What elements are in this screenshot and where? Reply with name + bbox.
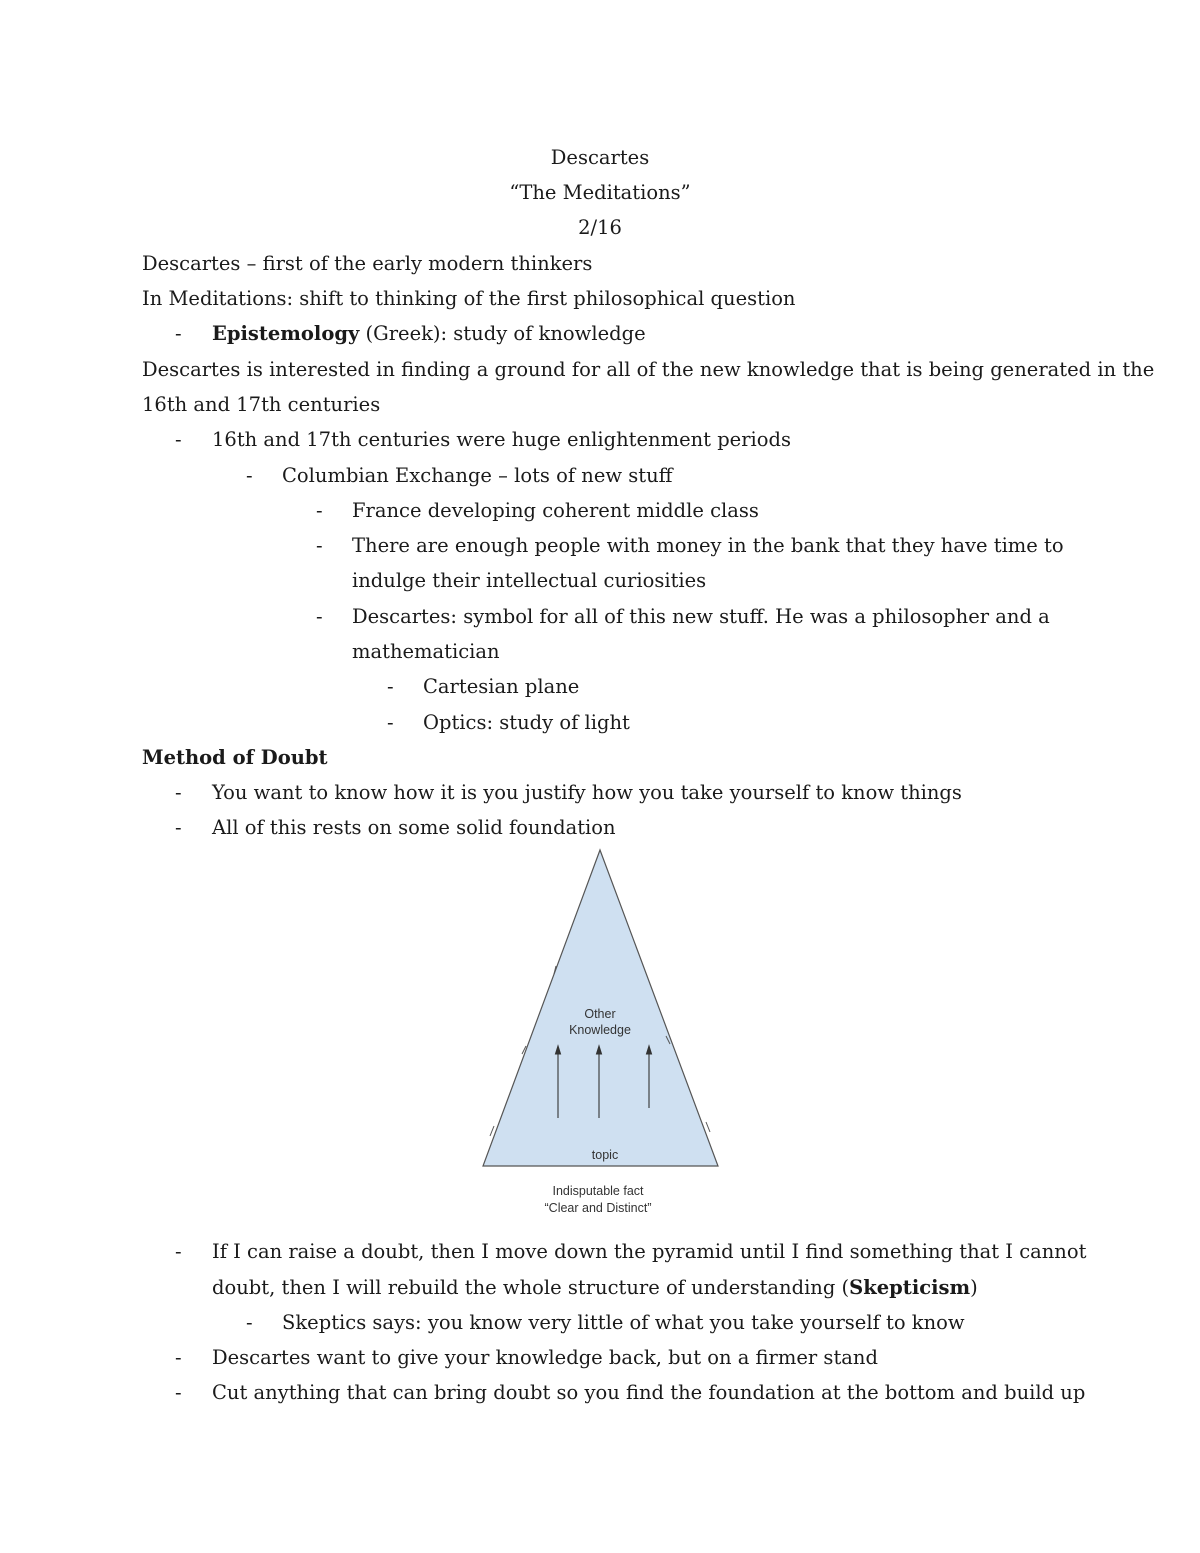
note-cartesian: Cartesian plane	[423, 675, 580, 698]
bullet-marker: -	[316, 605, 323, 628]
note-symbol-line2: mathematician	[352, 640, 500, 663]
method-heading-text: Method of Doubt	[142, 746, 328, 769]
note-epistemology	[212, 316, 646, 351]
bullet-marker: -	[175, 816, 182, 839]
bullet-marker: -	[246, 464, 253, 487]
label-other: Other	[584, 1007, 616, 1021]
bullet-marker: -	[175, 1381, 182, 1404]
note-ground-line2: 16th and 17th centuries	[142, 393, 381, 416]
note-money-line1: There are enough people with money in the bank that they have time to	[352, 534, 1064, 557]
bullet-marker: -	[387, 675, 394, 698]
bullet-marker: -	[316, 499, 323, 522]
note-cut: Cut anything that can bring doubt so you find the foundation at the bottom and build up	[212, 1381, 1086, 1404]
epistemology-definition: (Greek): study of knowledge	[359, 322, 646, 345]
note-money-line2: indulge their intellectual curiosities	[352, 569, 707, 592]
label-knowledge: Knowledge	[569, 1023, 631, 1037]
bullet-marker: -	[316, 534, 323, 557]
note-enlightenment: 16th and 17th centuries were huge enlightenment periods	[212, 428, 792, 451]
note-give-back: Descartes want to give your knowledge back, but on a firmer stand	[212, 1346, 878, 1369]
note-foundation: All of this rests on some solid foundation	[212, 816, 616, 839]
bullet-marker: -	[175, 428, 182, 451]
bullet-marker: -	[175, 781, 182, 804]
note-justify: You want to know how it is you justify how you take yourself to know things	[212, 781, 962, 804]
note-doubt-line1: If I can raise a doubt, then I move down the pyramid until I find something that I cannot	[212, 1240, 1087, 1263]
doubt-line2-text: doubt, then I will rebuild the whole structure of understanding (	[212, 1276, 850, 1299]
note-doubt-line2	[212, 1270, 978, 1305]
note-intro1: Descartes – first of the early modern thinkers	[142, 252, 593, 275]
caption-indisputable-fact: Indisputable fact	[552, 1184, 644, 1198]
epistemology-term: Epistemology	[212, 322, 360, 345]
note-ground-line1: Descartes is interested in finding a ground for all of the new knowledge that is being generated in the	[142, 358, 1155, 381]
label-topic: topic	[591, 1148, 619, 1162]
note-optics: Optics: study of light	[423, 711, 630, 734]
doubt-line2-close: )	[970, 1276, 978, 1299]
note-symbol-line1: Descartes: symbol for all of this new stuff. He was a philosopher and a	[352, 605, 1050, 628]
section-heading-method-of-doubt	[142, 740, 328, 775]
bullet-marker: -	[175, 322, 182, 345]
doc-date: 2/16	[578, 216, 622, 239]
note-france: France developing coherent middle class	[352, 499, 759, 522]
caption-clear-and-distinct: “Clear and Distinct”	[544, 1201, 652, 1215]
note-columbian: Columbian Exchange – lots of new stuff	[282, 464, 673, 487]
doc-title: Descartes	[550, 146, 650, 169]
bullet-marker: -	[175, 1240, 182, 1263]
pyramid-edge-tick	[706, 1122, 710, 1132]
bullet-marker: -	[175, 1346, 182, 1369]
note-skeptics: Skeptics says: you know very little of what you take yourself to know	[282, 1311, 965, 1334]
doc-subtitle: “The Meditations”	[509, 181, 691, 204]
bullet-marker: -	[246, 1311, 253, 1334]
pyramid-edge-tick	[490, 1126, 494, 1136]
knowledge-pyramid-diagram	[470, 846, 730, 1226]
bullet-marker: -	[387, 711, 394, 734]
note-intro2: In Meditations: shift to thinking of the first philosophical question	[142, 287, 796, 310]
skepticism-term: Skepticism	[849, 1276, 971, 1299]
